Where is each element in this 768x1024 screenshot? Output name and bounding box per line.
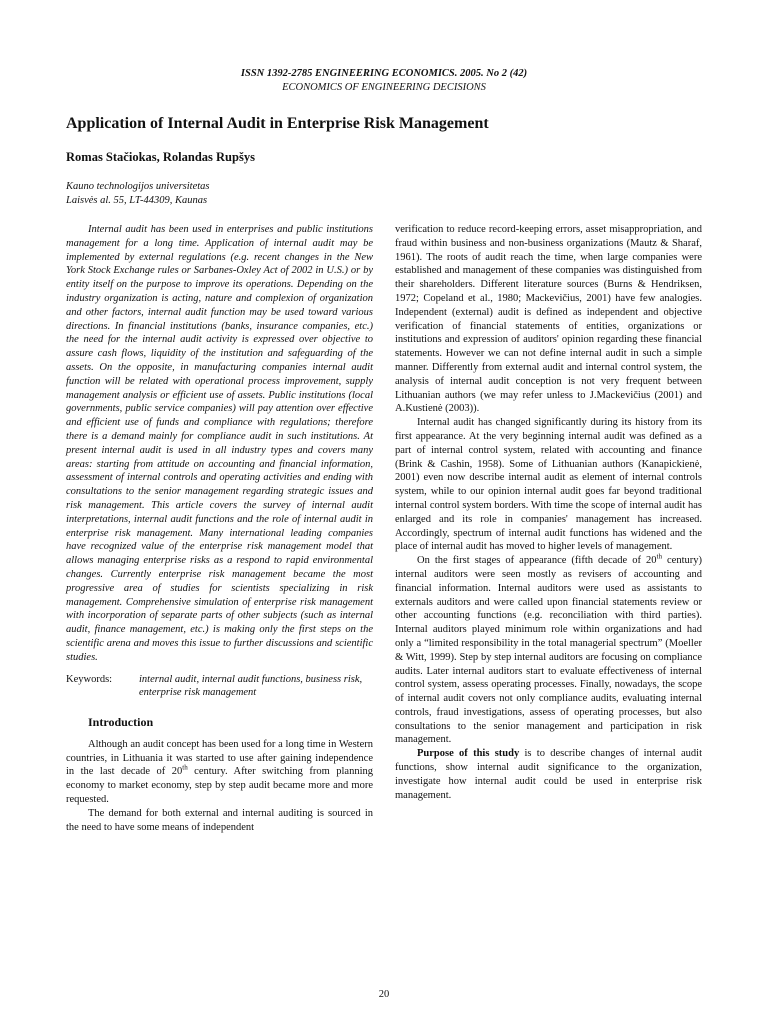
journal-section-line: ECONOMICS OF ENGINEERING DECISIONS — [282, 82, 486, 93]
page-number: 20 — [378, 989, 390, 1000]
affiliation-university: Kauno technologijos universitetas — [66, 181, 210, 192]
journal-issn-line: ISSN 1392-2785 ENGINEERING ECONOMICS. 2005. No 2 (42) — [240, 68, 528, 79]
right-paragraph-3 — [395, 554, 702, 747]
affiliation — [66, 180, 210, 208]
right-paragraph-4 — [395, 747, 702, 802]
purpose-text: is to describe changes of internal audit functions, show internal audit significance to the organization, investigate how internal audit could be used in enterprise risk management. — [395, 748, 703, 801]
purpose-label: Purpose of this study — [417, 748, 520, 760]
right-p3-superscript: th — [656, 552, 662, 561]
right-p3-text-cont: century) internal auditors were seen mostly as revisers of accounting and financial information. Internal auditors were used as assistants to externals auditors and were called upon financial statements review or other accounting functions (e.g. reconciliation with third parties). Internal auditors played minimum role within organizations and had only a “limited responsibility in the total managerial spectrum” (Moeller & Witt, 1999). Step by step internal auditors are focusing on compliance audits. Later internal auditors start to evaluate effectiveness of internal control system, assess operating processes. Finally, nowadays, the scope of internal audit covers not only compliance audits, evaluating internal controls, fraud investigations, assess of operating processes, but also consultations to the senior management and participation in risk management. — [395, 555, 703, 746]
affiliation-address: Laisvės al. 55, LT-44309, Kaunas — [66, 195, 208, 206]
introduction-heading: Introduction — [88, 715, 154, 730]
journal-header — [0, 67, 768, 95]
right-paragraph-1: verification to reduce record-keeping errors, asset misappropriation, and fraud within business and non-business organizations (Mautz & Sharaf, 1961). The roots of audit reach the time, when large companies were established and management of these companies was distinguished from their shareholders. Different literature sources (Burns & Hendriksen, 1972; Copeland et al., 1980; Mackevičius, 2001) have few analogies. Independent (external) audit is defined as independent and objective verification of financial statements of entities, organizations or institutions and expression of auditors' opinion regarding these financial statements. However we can not define internal audit in such a simple manner. Differently from external audit and internal control system, the analysis of internal audit conception is not very frequent between Lithuanian authors (we may refer unless to J.Mackevičius (2001) and A.Kustienė (2003)). — [395, 224, 702, 415]
right-p3-text: On the first stages of appearance (fifth decade of 20 — [417, 555, 657, 567]
keywords-label: Keywords: — [66, 673, 113, 685]
intro-p1-superscript: th — [182, 763, 188, 772]
intro-p1-text-cont: century. After switching from planning economy to market economy, step by step audit became more and more requested. — [66, 766, 373, 806]
keywords-text: internal audit, internal audit functions, business risk, enterprise risk management — [139, 673, 363, 699]
right-column — [395, 223, 702, 802]
intro-paragraph-1 — [66, 738, 373, 807]
intro-p1-text: Although an audit concept has been used for a long time in Western countries, in Lithuania it was started to use after gaining independence in the last decade of 20 — [66, 738, 373, 778]
left-column — [66, 223, 373, 834]
keywords — [66, 673, 373, 701]
abstract: Internal audit has been used in enterprises and public institutions management for a long time. Application of internal audit may be implemented by external regulations (e.g. recent changes in the New York Stock Exchange rules or Sarbanes-Oxley Act of 2002 in U.S.) or by entity itself on the purpose to improve its operations. Depending on the industry organization is acting, nature and complexion of organization and other factors, internal audit function may be used toward various directions. In financial institutions (banks, insurance companies, etc.) the need for the internal audit activity is expressed over objective to assure cash flows, liquidity of the institution and safeguarding of the assets. On the opposite, in manufacturing companies internal audit function will be related with operational process improvement, supply management analysis or efficient use of assets. Public institutions (local governments, public service companies) will pay attention over effective and efficient use of funds and compliance with regulations; therefore there is a demand mainly for compliance audit in such institutions. At present internal audit is used in all industry types and covers many areas: starting from attitude on accounting and financial information, assessment of internal controls and operating activities and ending with consultations to the senior management regarding strategic issues and risk management. This article covers the survey of internal audit interpretations, internal audit functions and the role of internal audit in enterprise risk management. Many international leading companies have recognized value of the enterprise risk management model that allows managing enterprise risks as a respond to rapid environmental changes. Currently enterprise risk management became the most progressive area of studies for scientists specializing in risk management. Comprehensive simulation of enterprise risk management with incorporation of separate parts of other subjects (such as internal audit, finance management, etc.) is making only the first steps on the scientific arena and moves this issue to further discussions and scientific studies. — [66, 224, 373, 663]
paper-title: Application of Internal Audit in Enterprise Risk Management — [66, 115, 489, 132]
intro-paragraph-2: The demand for both external and internal auditing is sourced in the need to have some means of independent — [66, 807, 373, 833]
right-paragraph-2: Internal audit has changed significantly during its history from its first appearance. At the very beginning internal audit was defined as a part of internal control system, related with accounting and finance (Brink & Cashin, 1958). Some of Lithuanian authors (Kanapickienė, 2001) even now describe internal audit as element of internal controls system, while to our opinion internal audit goes far beyond traditional internal control system borders. With time the scope of internal audit has enlarged and its role in companies' management has increased. Accordingly, spectrum of internal audit functions has widened and the place of internal audit has moved to higher levels of management. — [395, 417, 702, 553]
paper-authors: Romas Stačiokas, Rolandas Rupšys — [66, 150, 255, 164]
